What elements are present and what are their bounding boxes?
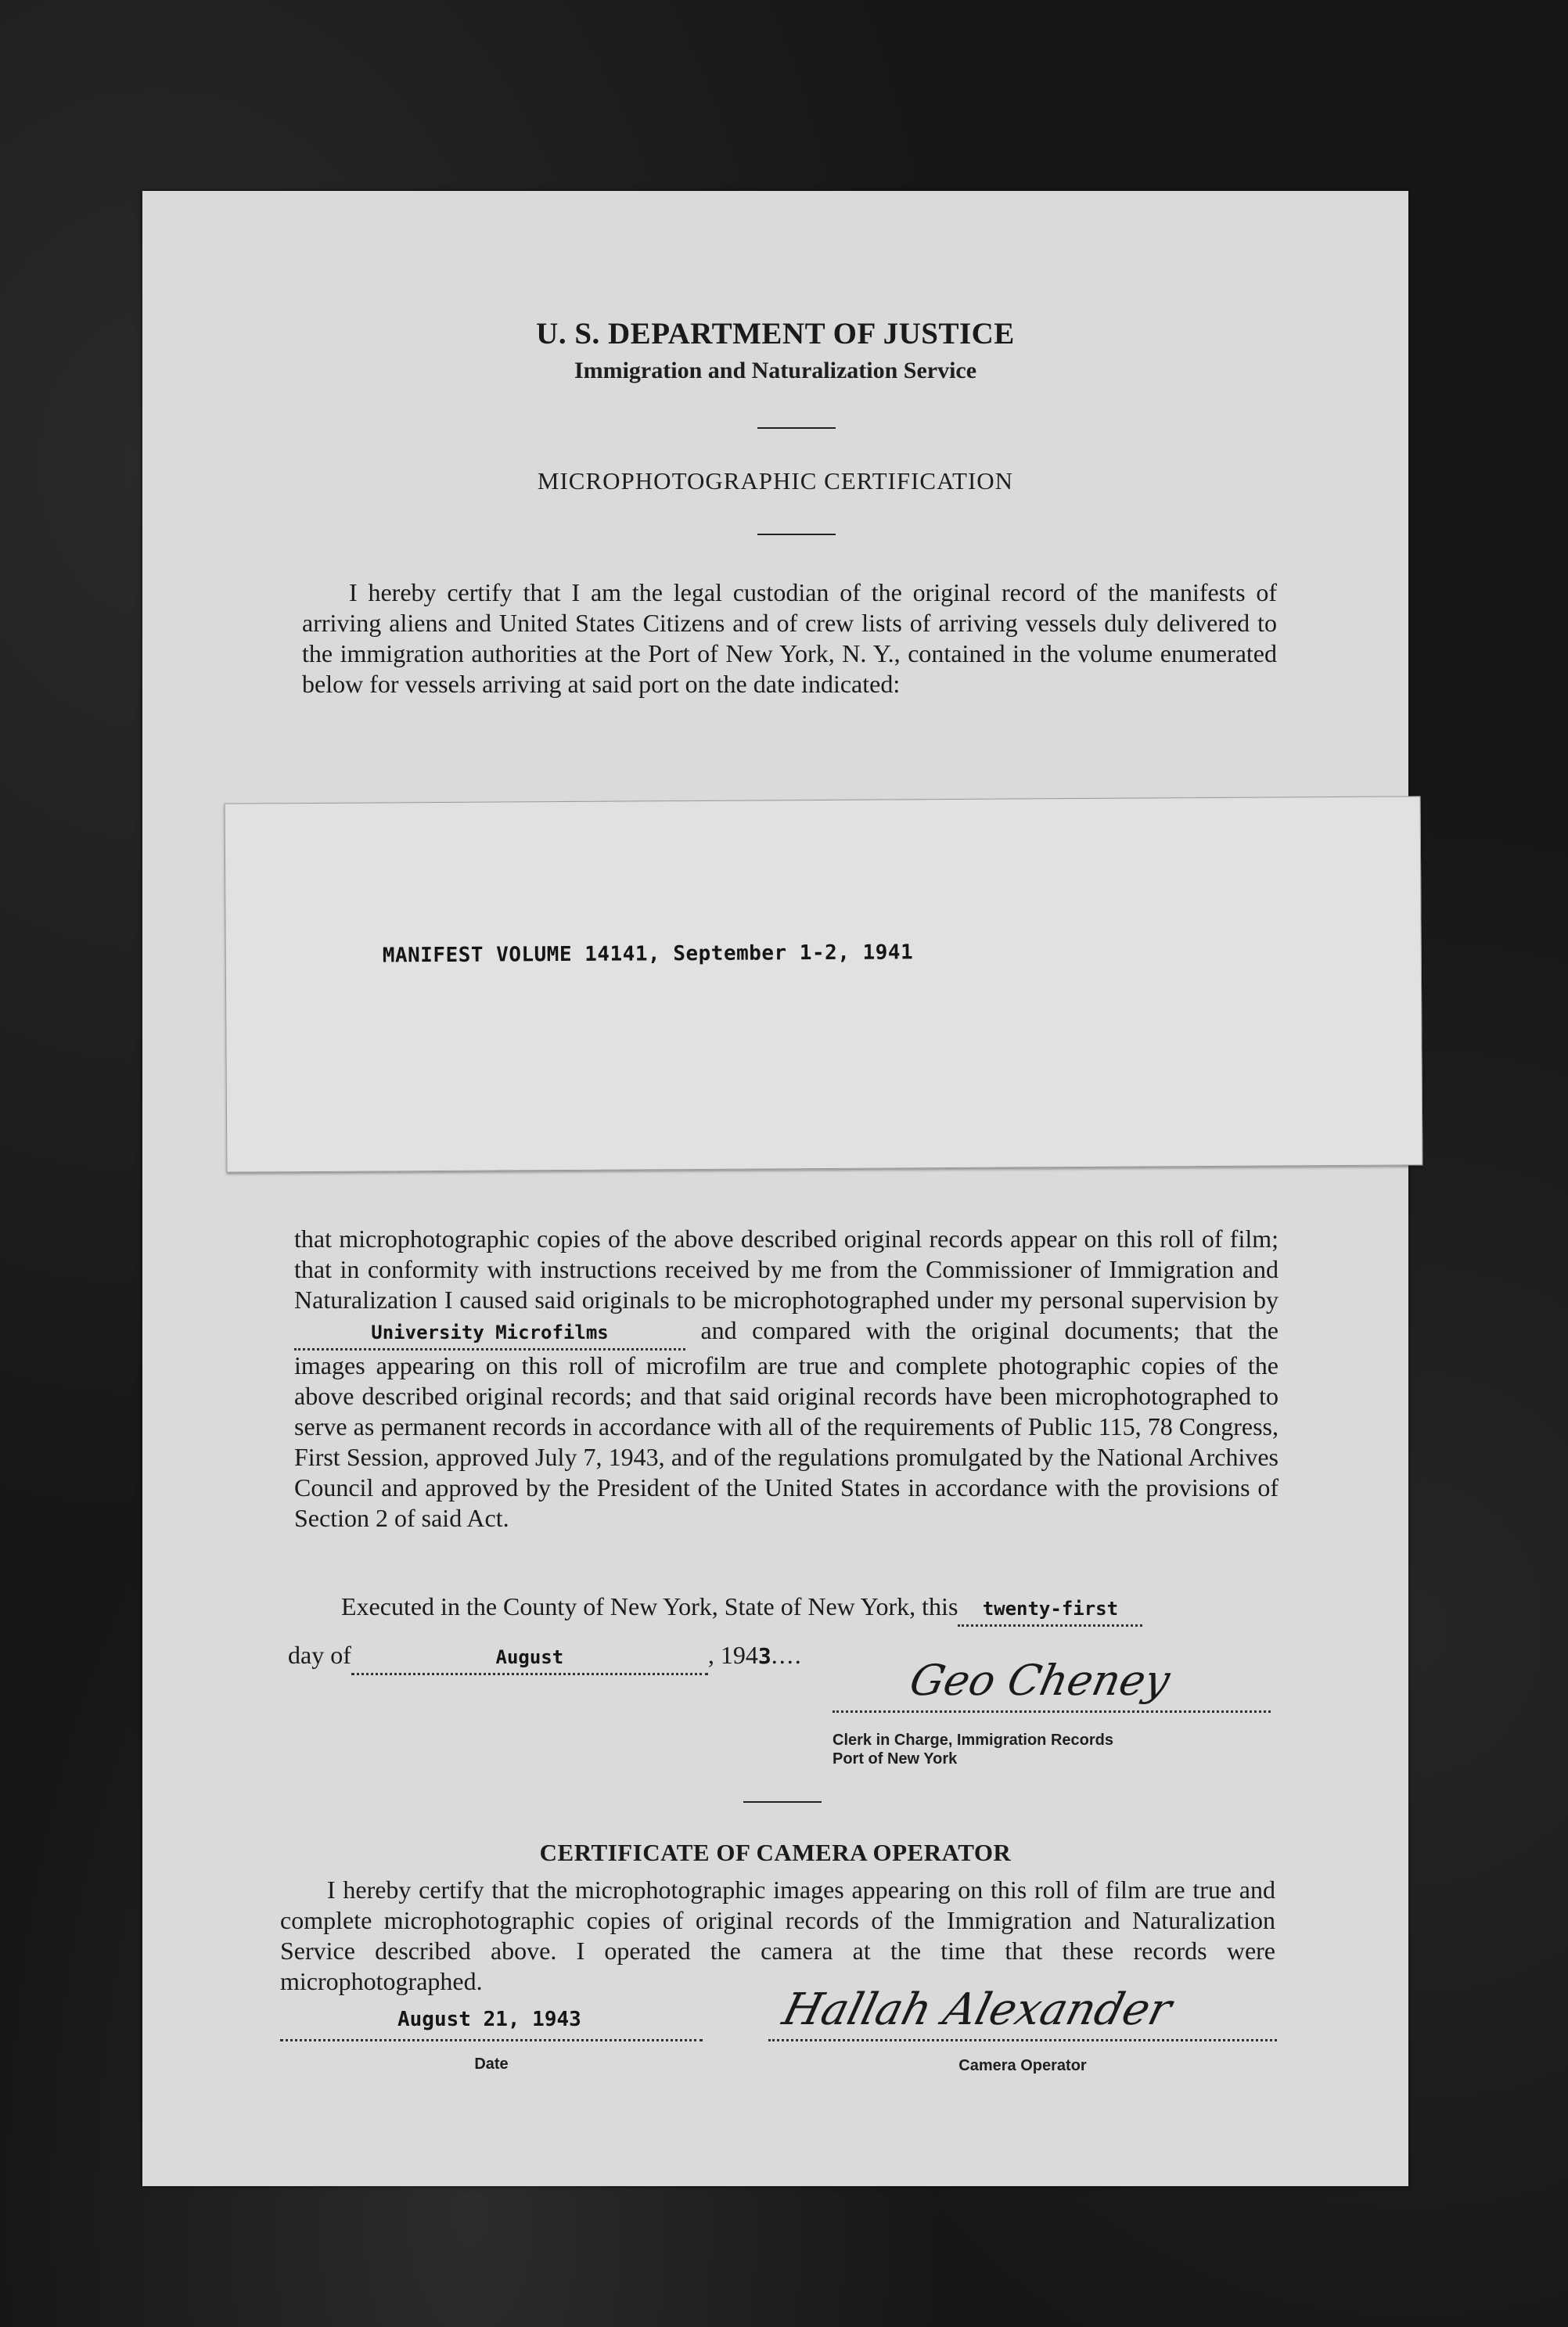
header-divider: [757, 427, 836, 429]
certificate-date: August 21, 1943: [397, 2008, 581, 2031]
execution-line: [341, 1591, 1280, 1627]
clerk-title-line1: Clerk in Charge, Immigration Records: [833, 1732, 1113, 1749]
month-value: August: [351, 1642, 708, 1675]
title-divider: [757, 534, 836, 535]
clerk-signature: Geo Cheney: [905, 1656, 1174, 1705]
camera-divider: [743, 1801, 822, 1803]
body-text-part1: that microphotographic copies of the above described original records appear on this roll of film; that in conformity with instructions received by me from the Commissioner of Immigration and Naturalization I caused said originals to be microphotographed under my personal supervision by: [294, 1225, 1278, 1314]
clerk-signature-line: [833, 1656, 1271, 1713]
clerk-title-line2: Port of New York: [833, 1750, 958, 1768]
year-digit: 3: [757, 1643, 771, 1669]
certification-document: [142, 191, 1408, 2186]
certification-title: MICROPHOTOGRAPHIC CERTIFICATION: [537, 467, 1014, 495]
manifest-slip: [225, 796, 1423, 1172]
camera-certificate-heading: CERTIFICATE OF CAMERA OPERATOR: [539, 1839, 1012, 1866]
camera-certificate-text: I hereby certify that the microphotographic images appearing on this roll of film are true and complete microphotographic copies of original records of the Immigration and Naturalization Service described above. I operated the camera at the time that these records were microphotographed.: [280, 1876, 1275, 1995]
operator-signature-line: [768, 1984, 1277, 2041]
service-subtitle: Immigration and Naturalization Service: [574, 358, 977, 383]
operator-signature: Hallah Alexander: [777, 1984, 1177, 2035]
department-title: U. S. DEPARTMENT OF JUSTICE: [536, 317, 1015, 351]
filmer-name: University Microfilms: [294, 1318, 685, 1351]
executed-text: Executed in the County of New York, State of New York, this: [341, 1592, 958, 1620]
date-line: [280, 2005, 703, 2041]
manifest-volume-text: MANIFEST VOLUME 14141, September 1-2, 1941: [382, 941, 914, 968]
year-prefix: , 194: [707, 1641, 758, 1669]
day-ordinal: twenty-first: [958, 1594, 1142, 1627]
date-label: Date: [474, 2055, 509, 2073]
day-of-line: day of August , 1943....: [288, 1640, 992, 1675]
clerk-title: [833, 1731, 1271, 1768]
operator-label: Camera Operator: [958, 2057, 1087, 2074]
day-of-label: day of: [288, 1641, 351, 1669]
intro-paragraph: I hereby certify that I am the legal custodian of the original record of the manifests of arriving aliens and United States Citizens and of crew lists of arriving vessels duly delivered to the immigration authorities at the Port of New York, N. Y., contained in the volume enumerated below for vessels arriving at said port on the date indicated:: [302, 578, 1277, 698]
body-text-part2: and compared with the original documents; that the images appearing on this roll of microfilm are true and complete photographic copies of the above described original records; and that said original records have been microphotographed to serve as permanent records in accordance with all of the requirements of Public 115, 78 Congress, First Session, approved July 7, 1943, and of the regulations promulgated by the National Archives Council and approved by the President of the United States in accordance with the provisions of Section 2 of said Act.: [294, 1316, 1279, 1532]
certification-body: [294, 1224, 1278, 1534]
